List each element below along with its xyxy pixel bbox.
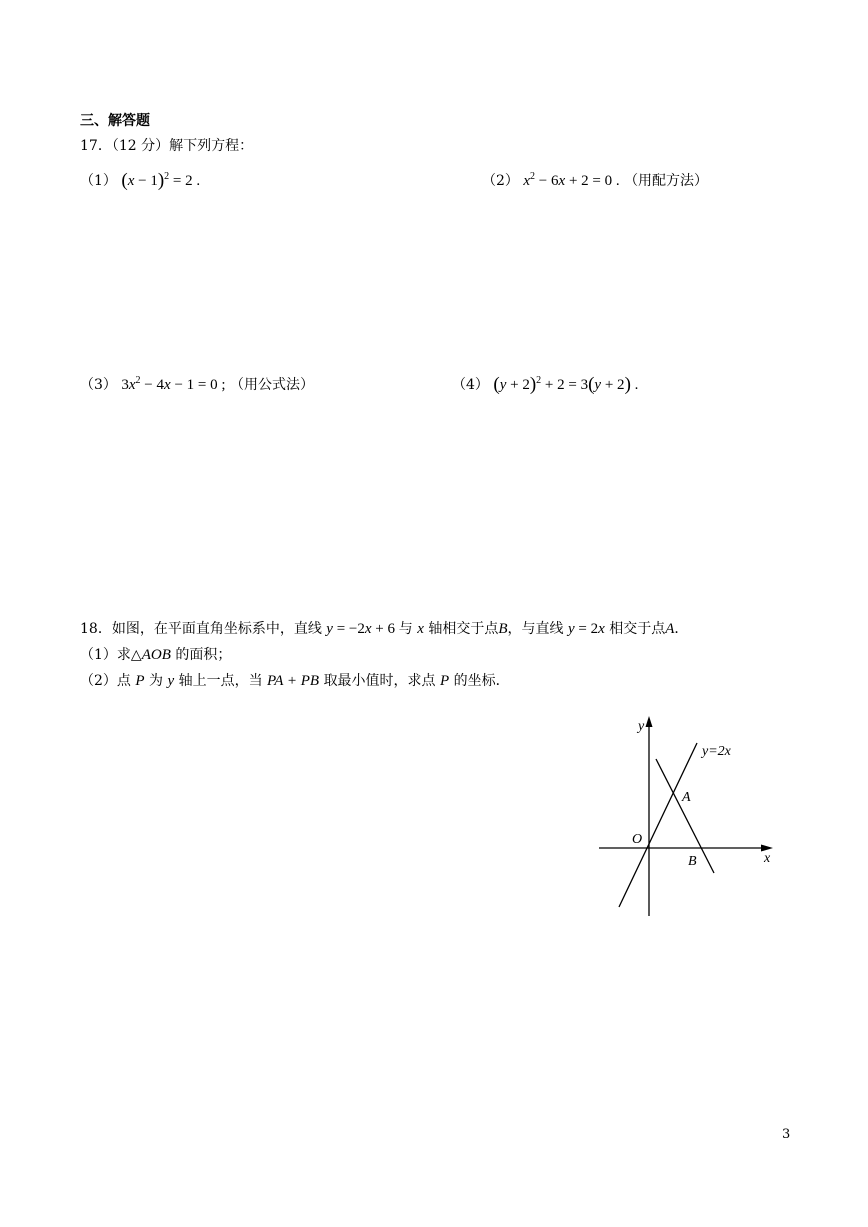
var-x: x	[417, 621, 424, 637]
q18-text: 如图，在平面直角坐标系中，直线	[111, 621, 322, 637]
point-p: P	[135, 673, 145, 689]
sub-label: （1）	[80, 647, 117, 663]
point-b: B	[498, 621, 508, 637]
sum-expression: PA + PB	[267, 673, 320, 689]
q17-number: 17．	[80, 138, 112, 154]
equation: $(y + 2)^2 + 2 = 3(y + 2)$ .	[493, 374, 639, 395]
q18-sub-1	[80, 646, 231, 664]
point-a-label: A	[682, 790, 691, 805]
equation: $3x^2 - 4x - 1 = 0$ ;	[121, 375, 226, 393]
sub-text: 取最小值时，求点	[323, 673, 436, 689]
q18-stem: 18．如图，在平面直角坐标系中，直线 y = −2x + 6 与 x 轴相交于点B，与直线 y = 2x 相交于点A．	[80, 621, 689, 637]
q17-item-4	[452, 376, 638, 394]
line-label: y=2x	[702, 744, 731, 759]
q17-item-2	[482, 172, 708, 190]
sub-text: 为	[149, 673, 163, 689]
q17-intro: （12 分）解下列方程：	[111, 138, 254, 154]
page-number: 3	[782, 1127, 791, 1142]
point-p: P	[440, 673, 450, 689]
sub-text: 的面积；	[175, 647, 232, 663]
q18-sub-2	[80, 672, 510, 690]
q18-text: ．	[674, 621, 689, 637]
q17-header	[80, 137, 253, 155]
triangle-name: AOB	[141, 647, 171, 663]
sub-text: 点	[116, 673, 131, 689]
sub-text: 轴上一点，当	[178, 673, 263, 689]
q18-text: ，与直线	[507, 621, 564, 637]
q18-number: 18．	[80, 621, 112, 637]
section-title: 三、解答题	[80, 113, 150, 129]
line-equation-1: y	[326, 621, 333, 637]
q18-text: 轴相交于点	[428, 621, 499, 637]
q18-text: 与	[398, 621, 413, 637]
sub-label: （2）	[80, 673, 117, 689]
q18-text: 相交于点	[609, 621, 666, 637]
line-y-neg2x-6	[656, 759, 714, 873]
point-a: A	[665, 621, 675, 637]
item-label: （3）	[80, 377, 117, 393]
origin-label: O	[632, 832, 643, 847]
equation: $(x - 1)^2 = 2$ .	[121, 170, 201, 191]
var-y: y	[167, 673, 175, 689]
item-label: （2）	[482, 173, 519, 189]
x-axis-label: x	[764, 851, 771, 866]
point-b-label: B	[688, 854, 697, 869]
y-axis-label: y	[638, 719, 645, 734]
y-axis-arrow	[646, 716, 653, 727]
q17-item-3	[80, 376, 314, 394]
line-equation-2: y	[567, 621, 575, 637]
sub-text: 求△	[116, 647, 142, 663]
equation: $x^2 - 6x + 2 = 0$ .	[523, 171, 620, 189]
sub-text: 的坐标．	[453, 673, 510, 689]
item-note: （用公式法）	[229, 377, 314, 393]
item-label: （1）	[80, 173, 117, 189]
q17-item-1	[80, 172, 200, 190]
coordinate-figure	[590, 712, 790, 922]
item-label: （4）	[452, 377, 489, 393]
line-y-2x	[619, 743, 697, 907]
item-note: （用配方法）	[624, 173, 709, 189]
